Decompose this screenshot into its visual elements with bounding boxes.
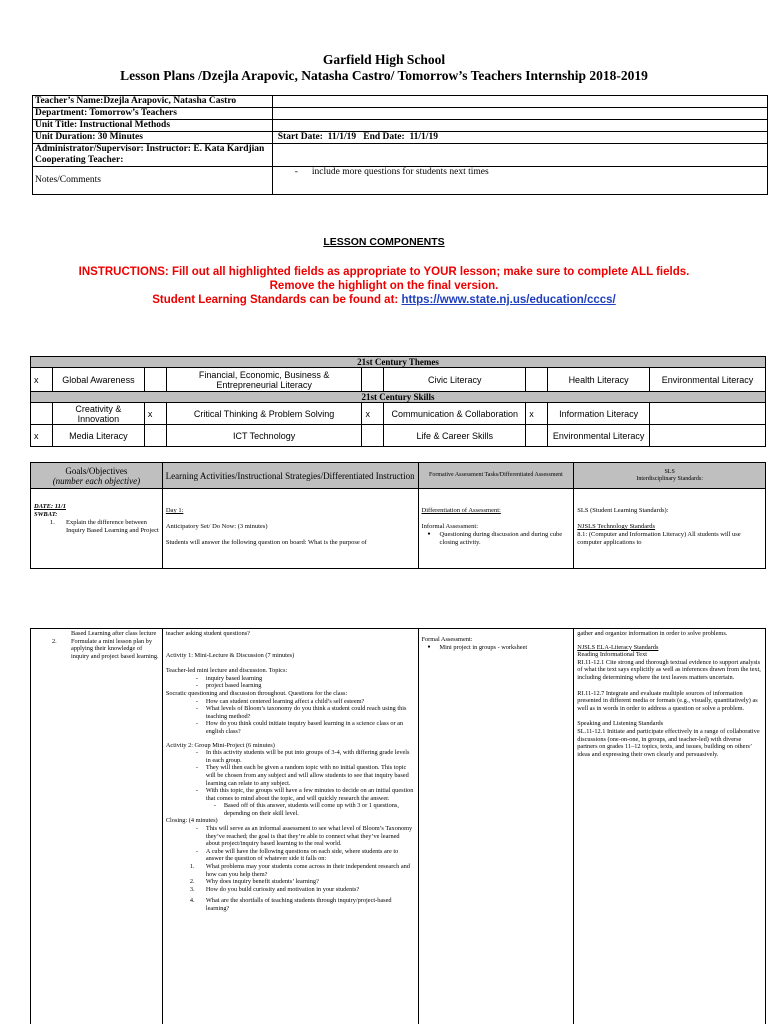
skill-creativity: Creativity & Innovation [52, 403, 144, 425]
activities-header: Learning Activities/Instructional Strategies/Differentiated Instruction [162, 463, 418, 489]
teacher-info-table [32, 95, 768, 195]
theme-environmental: Environmental Literacy [650, 368, 766, 392]
themes-header: 21st Century Themes [31, 357, 766, 368]
communication-check: x [362, 403, 384, 425]
skill-critical: Critical Thinking & Problem Solving [166, 403, 362, 425]
standards-cell: SLS (Student Learning Standards): NJSLS Technology Standards 8.1: (Computer and Information Literacy) All students will use computer applications to [574, 489, 766, 569]
skill-life: Life & Career Skills [384, 425, 526, 447]
assessment-cell: Differentiation of Assessment: Informal Assessment: ● Questioning during discussion and during cube closing activity. [418, 489, 574, 569]
skill-information: Information Literacy [548, 403, 650, 425]
start-date: 11/1/19 [327, 132, 357, 142]
document-page-2 [0, 628, 768, 1024]
lesson-goals-table-continued [30, 628, 766, 1024]
date-range: Start Date: 11/1/19 End Date: 11/1/19 [272, 132, 767, 144]
objectives-cell: DATE: 11/1 SWBAT: 1. Explain the difference between Inquiry Based Learning and Project [31, 489, 163, 569]
lesson-goals-table [30, 462, 766, 569]
goals-header: Goals/Objectives (number each objective) [31, 463, 163, 489]
notes-comments: - include more questions for students next times [272, 167, 767, 195]
standards-cell-continued: gather and organize information in order to solve problems. NJSLS ELA-Literacy Standards Reading Informational Text RI.11-12.1 Cite strong and thorough textual evidence to support analysis of what the text says explicitly as well as inferences drawn from the text, including determining where the text leaves matters uncertain. RI.11-12.7 Integrate and evaluate multiple sources of information presented in different media or formats (e.g., visually, quantitatively) as well as in words in order to address a question or solve a problem. Speaking and Listening Standards SL.11-12.1 Initiate and participate effectively in a range of collaborative discussions (one-on-one, in groups, and teacher-led) with diverse partners on grades 11–12 topics, texts, and issues, building on others’ ideas and expressing their own clearly and persuasively. [574, 629, 766, 1024]
theme-civic: Civic Literacy [384, 368, 526, 392]
skill-communication: Communication & Collaboration [384, 403, 526, 425]
department: Department: Tomorrow’s Teachers [33, 108, 273, 120]
instructions-block: INSTRUCTIONS: Fill out all highlighted fields as appropriate to YOUR lesson; make sure to complete ALL fields. Remove the highlight on the final version. Student Learning Standards can be found at: https://www.state.nj.us/education/cccs/ [78, 266, 690, 306]
notes-label: Notes/Comments [33, 167, 273, 195]
skill-environmental: Environmental Literacy [548, 425, 650, 447]
lesson-components-heading: LESSON COMPONENTS [323, 236, 445, 248]
administrator-supervisor: Administrator/Supervisor: Instructor: E. Kata Kardjian Cooperating Teacher: [33, 144, 273, 167]
objectives-cell-continued: Based Learning after class lecture 2. Formulate a mini lesson plan by applying their knowledge of inquiry and project based learning. [31, 629, 163, 1024]
global-check: x [31, 368, 53, 392]
theme-health: Health Literacy [548, 368, 650, 392]
lesson-plan-subtitle: Lesson Plans /Dzejla Arapovic, Natasha Castro/ Tomorrow’s Teachers Internship 2018-2019 [120, 68, 648, 83]
assessment-header: Formative Assessment Tasks/Differentiated Assessment [418, 463, 574, 489]
school-title: Garfield High School [322, 52, 446, 67]
teacher-name: Teacher’s Name:Dzejla Arapovic, Natasha Castro [33, 96, 273, 108]
unit-duration: Unit Duration: 30 Minutes [33, 132, 273, 144]
end-date: 11/1/19 [409, 132, 438, 142]
skill-ict: ICT Technology [166, 425, 362, 447]
media-check: x [31, 425, 53, 447]
assessment-cell-continued: Formal Assessment: ● Mini project in groups - worksheet [418, 629, 574, 1024]
activities-cell: Day 1: Anticipatory Set/ Do Now: (3 minutes) Students will answer the following question on board: What is the purpose of [162, 489, 418, 569]
unit-title: Unit Title: Instructional Methods [33, 120, 273, 132]
theme-financial: Financial, Economic, Business & Entrepreneurial Literacy [166, 368, 362, 392]
theme-global: Global Awareness [52, 368, 144, 392]
sls-header: SLS Interdisciplinary Standards: [574, 463, 766, 489]
activities-cell-continued: teacher asking student questions? Activity 1: Mini-Lecture & Discussion (7 minutes) Teacher-led mini lecture and discussion. Topics: - inquiry based learning - project based learning Socratic questioning and discussion throughout. Questions for the class: - How can student centered learning affect a child’s self esteem? - What levels of Bloom’s taxonomy do you think a student could reach using this teaching method? - How do you think could initiate inquiry based learning in a science class or an english class? Activity 2: Group Mini-Project (6 minutes) - In this activity students will be put into groups of 3-4, with differing grade levels in each group. - They will then each be given a random topic with no initial question. This topic will be chosen from any subject and will allow students to see that inquiry based learning can relate to any subject. - With this topic, the groups will have a few minutes to decide on an initial question that comes to mind about the topic, and will quickly research the answer. - Based off of this answer, students will come up with 3 or 1 questions, depending on their skill level. Closing: (4 minutes) - This will serve as an informal assessment to see what level of Bloom’s Taxonomy they’ve reached; the goal is that they’re able to connect what they’ve learned about project/inquiry based learning to the real world. - A cube will have the following questions on each side, where students are to answer the question of whatever side it falls on: 1. What problems may your students come across in their independent research and how can you help them? 2. Why does inquiry benefit students’ learning? 3. How do you build curiosity and motivation in your students? 4. What are the shortfalls of teaching students through inquiry/project-based learning? [162, 629, 418, 1024]
critical-check: x [144, 403, 166, 425]
century-themes-table [30, 356, 766, 447]
skill-media: Media Literacy [52, 425, 144, 447]
skills-header: 21st Century Skills [31, 392, 766, 403]
information-check: x [526, 403, 548, 425]
standards-link[interactable]: https://www.state.nj.us/education/cccs/ [401, 294, 616, 306]
